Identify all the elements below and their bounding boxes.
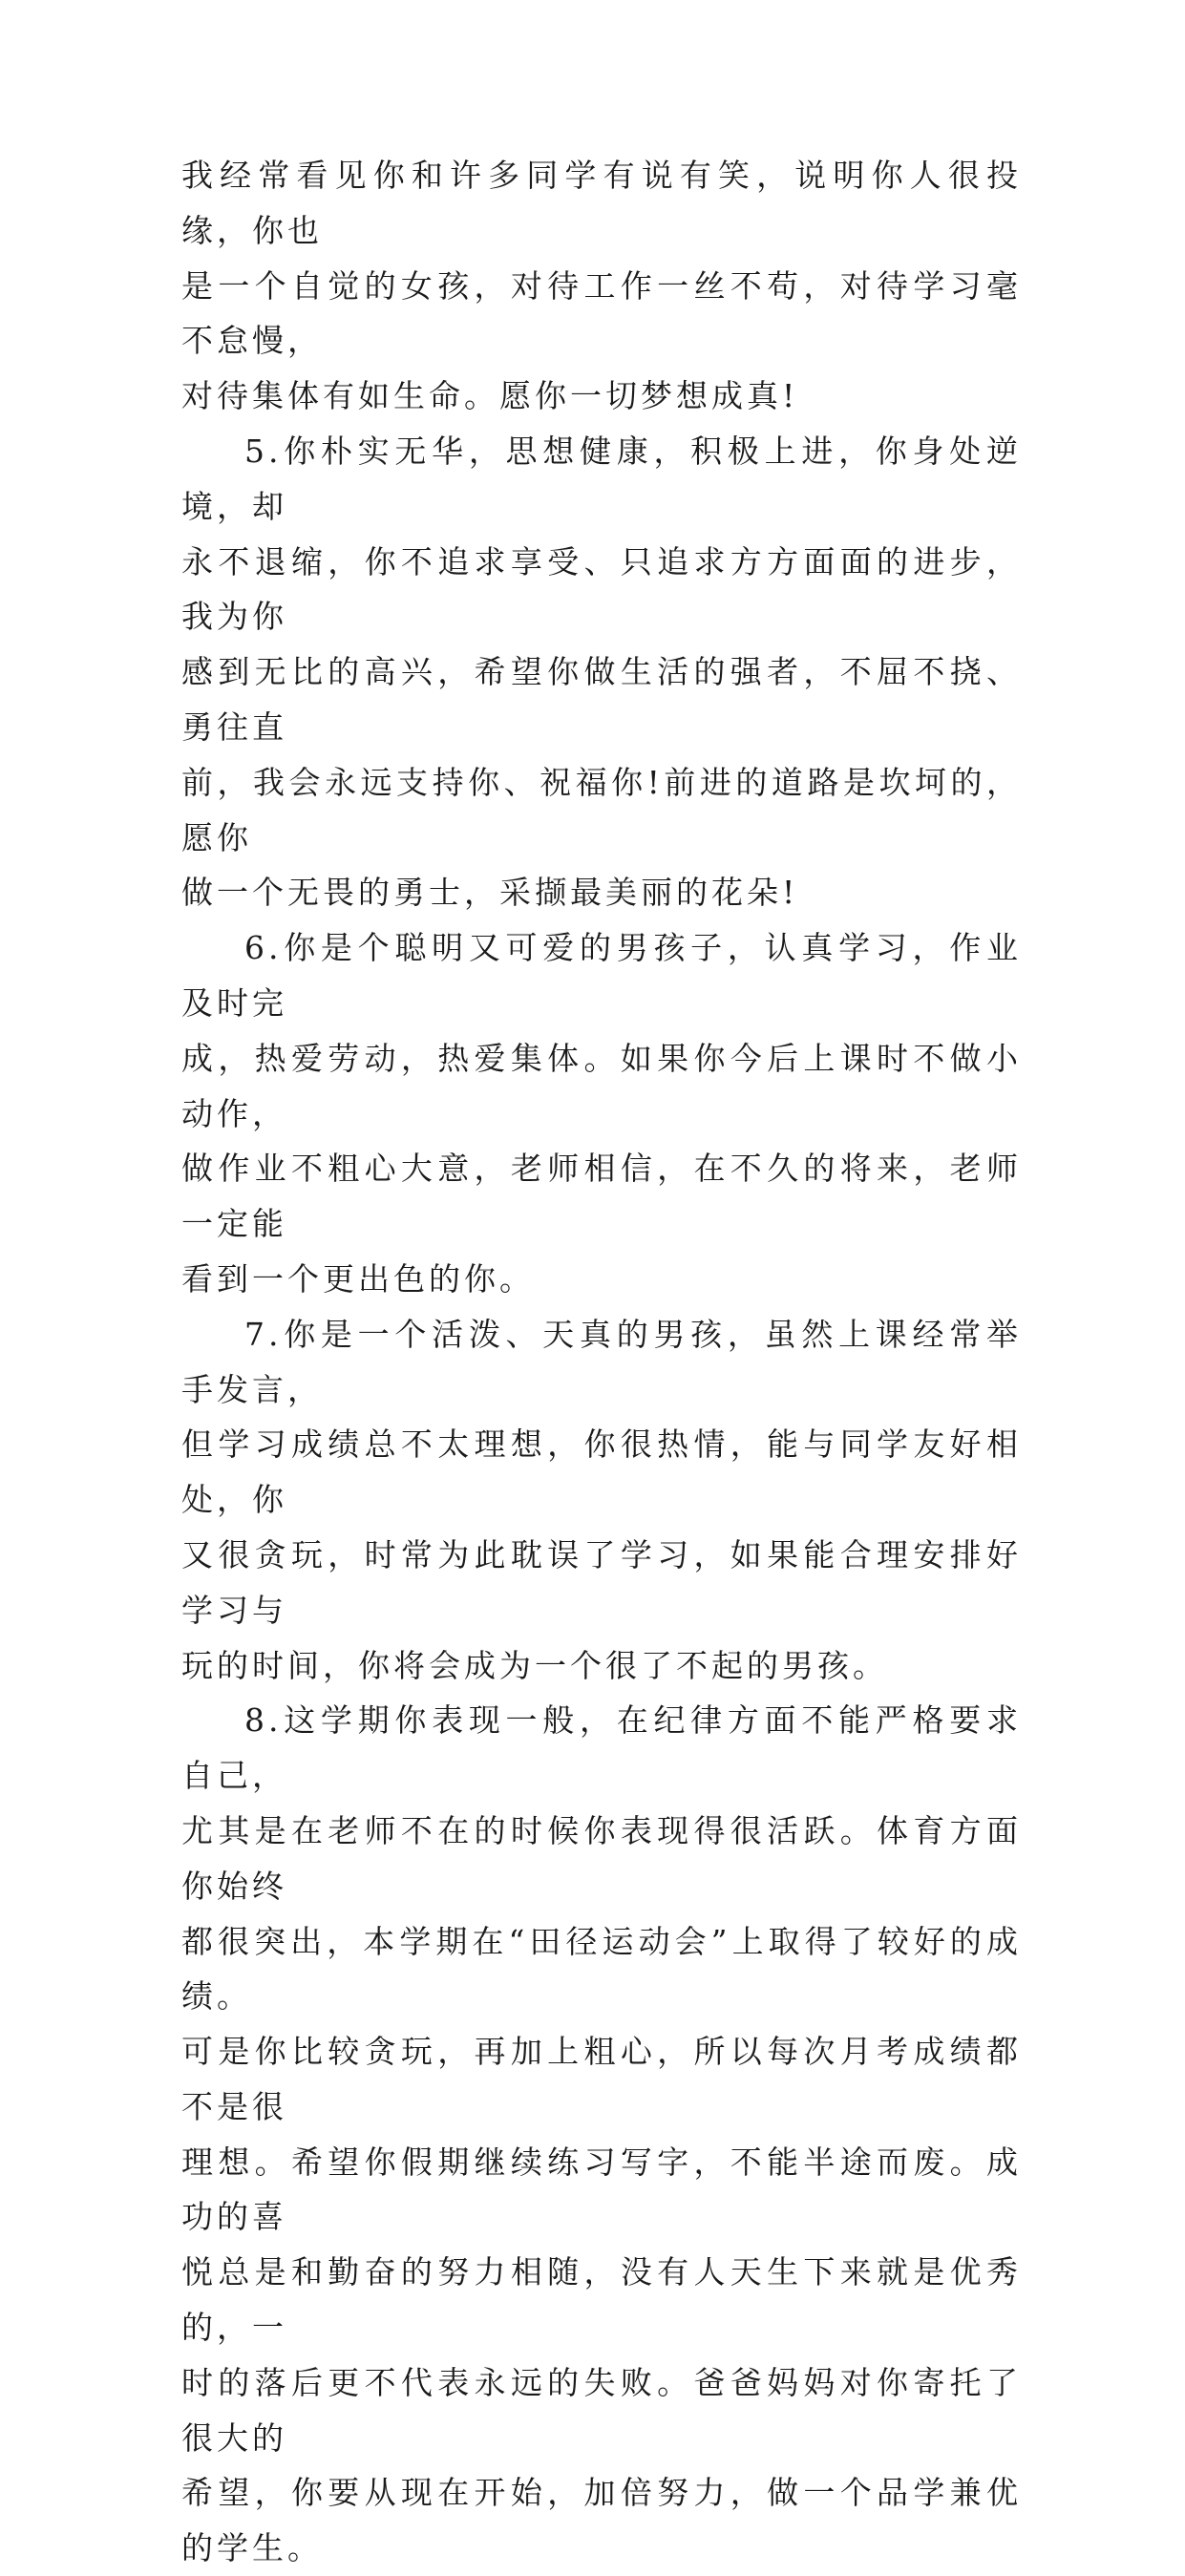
paragraph-7: 7.你是一个活泼、天真的男孩，虽然上课经常举手发言， 但学习成绩总不太理想，你很热情，能与同学友好相处，你 又很贪玩，时常为此耽误了学习，如果能合理安排好学习与 玩的时间，你将会成为一个很了不起的男孩。 — [181, 1315, 1022, 1684]
paragraph-continued: 我经常看见你和许多同学有说有笑，说明你人很投缘，你也 是一个自觉的女孩，对待工作一丝不苟，对待学习毫不怠慢， 对待集体有如生命。愿你一切梦想成真! — [181, 157, 1022, 415]
paragraph-6: 6.你是个聪明又可爱的男孩子，认真学习，作业及时完 成，热爱劳动，热爱集体。如果你今后上课时不做小动作， 做作业不粗心大意，老师相信，在不久的将来，老师一定能 看到一个更出色的你。 — [181, 929, 1022, 1298]
paragraph-5: 5.你朴实无华，思想健康，积极上进，你身处逆境，却 永不退缩，你不追求享受、只追求方方面面的进步，我为你 感到无比的高兴，希望你做生活的强者，不屈不挠、勇往直 前，我会永远支持你、祝福你!前进的道路是坎坷的，愿你 做一个无畏的勇士，采撷最美丽的花朵! — [181, 432, 1022, 912]
document-body — [181, 148, 1022, 2576]
paragraph-8: 8.这学期你表现一般，在纪律方面不能严格要求自己， 尤其是在老师不在的时候你表现得很活跃。体育方面你始终 都很突出，本学期在“田径运动会”上取得了较好的成绩。 可是你比较贪玩，再加上粗心，所以每次月考成绩都不是很 理想。希望你假期继续练习写字，不能半途而废。成功的喜 悦总是和勤奋的努力相随，没有人天生下来就是优秀的，一 时的落后更不代表永远的失败。爸爸妈妈对你寄托了很大的 希望，你要从现在开始，加倍努力，做一个品学兼优的学生。 — [181, 1701, 1022, 2567]
